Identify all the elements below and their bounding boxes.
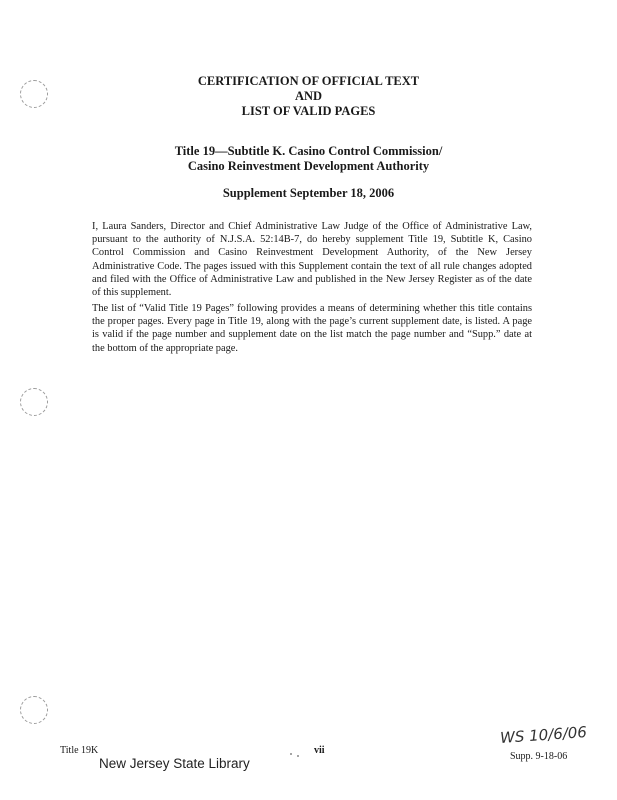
punch-hole-bottom [20, 696, 48, 724]
heading-certification: CERTIFICATION OF OFFICIAL TEXT [197, 74, 420, 88]
scan-speck [297, 755, 299, 757]
footer-supplement: Supp. 9-18-06 [510, 751, 568, 762]
footer-page-number: vii [314, 745, 325, 756]
scan-speck [290, 753, 292, 755]
heading-and: AND [294, 89, 323, 103]
supplement-date: Supplement September 18, 2006 [222, 186, 395, 200]
punch-hole-middle [20, 388, 48, 416]
footer-title: Title 19K [60, 745, 99, 756]
library-stamp: New Jersey State Library [99, 756, 250, 771]
title-line-1: Title 19—Subtitle K. Casino Control Commission/ [174, 144, 443, 158]
heading-list-of-valid-pages: LIST OF VALID PAGES [241, 104, 376, 118]
valid-pages-paragraph: The list of “Valid Title 19 Pages” following provides a means of determining whether this title contains the proper pages. Every page in Title 19, along with the page’s current supplement date, is listed. A page is valid if the page number and supplement date on the list match the page number and “Supp.” date at the bottom of the appropriate page. [92, 303, 532, 354]
handwritten-initials-date: WS 10/6/06 [499, 722, 588, 748]
title-line-2: Casino Reinvestment Development Authority [187, 159, 430, 173]
certification-paragraph: I, Laura Sanders, Director and Chief Administrative Law Judge of the Office of Administrative Law, pursuant to the authority of N.J.S.A. 52:14B-7, do hereby supplement Title 19, Subtitle K, Casino Control Commission and Casino Reinvestment Development Authority, of the New Jersey Administrative Code. The pages issued with this Supplement contain the text of all rule changes adopted and filed with the Office of Administrative Law and published in the New Jersey Register as of the date of this supplement. [92, 221, 532, 299]
